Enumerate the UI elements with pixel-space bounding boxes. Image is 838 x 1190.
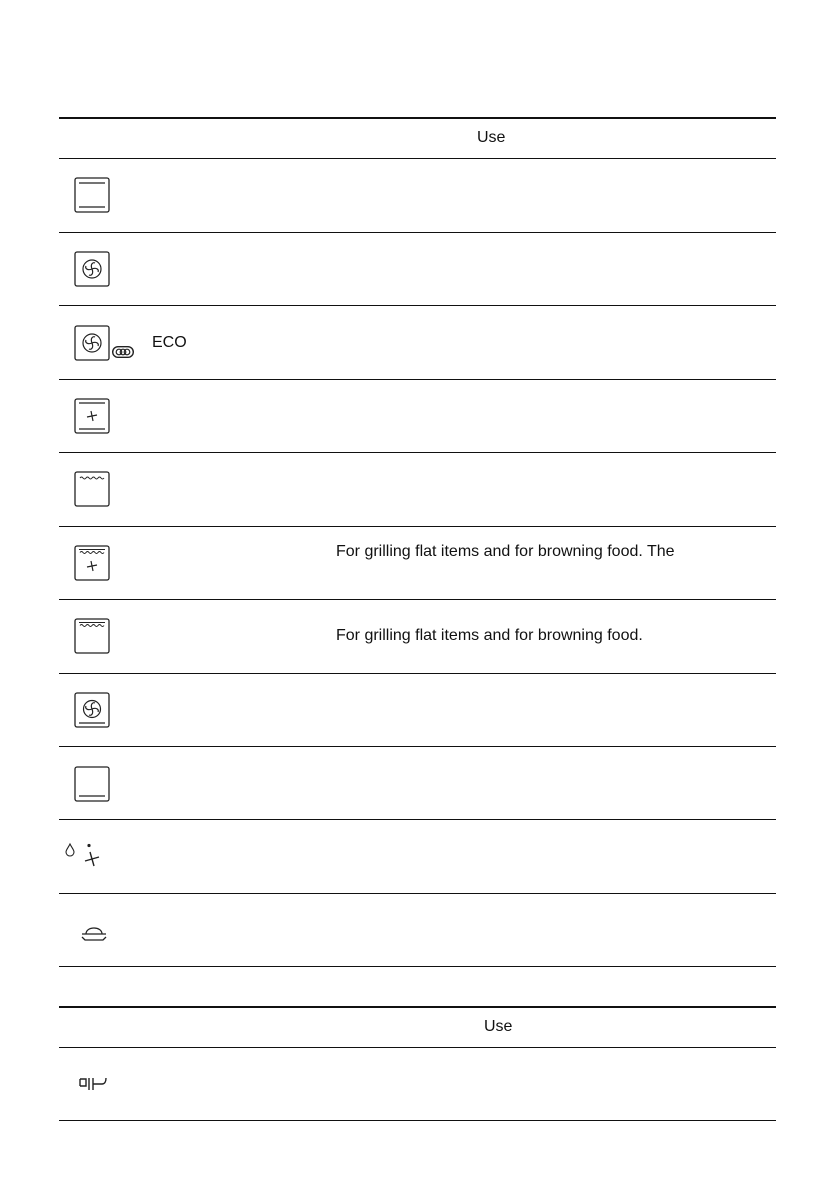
top-bottom-heating-icon	[74, 177, 110, 213]
row-description: For grilling flat items and for browning food. The	[336, 543, 675, 560]
steam-hot-air-icon	[62, 839, 108, 875]
table1-header-use: Use	[477, 129, 506, 146]
circulated-air-grill-icon	[74, 545, 110, 581]
eco-label: ECO	[152, 334, 187, 351]
rapid-heating-icon	[74, 1066, 110, 1102]
full-width-grill-icon	[74, 618, 110, 654]
table1-bottom-rule	[59, 966, 776, 967]
row-divider	[59, 893, 776, 894]
table1-header-rule	[59, 158, 776, 159]
row-divider	[59, 232, 776, 233]
row-divider	[59, 673, 776, 674]
hot-air-eco-icon	[74, 325, 110, 361]
row-divider	[59, 305, 776, 306]
row-description: For grilling flat items and for browning food.	[336, 627, 643, 644]
row-divider	[59, 599, 776, 600]
row-divider	[59, 526, 776, 527]
keep-warm-icon	[76, 914, 112, 950]
eco-badge-icon	[112, 346, 134, 358]
table2-header-use: Use	[484, 1018, 513, 1035]
row-divider	[59, 452, 776, 453]
pizza-setting-icon	[74, 692, 110, 728]
table2-header-rule	[59, 1047, 776, 1048]
grill-icon	[74, 471, 110, 507]
bottom-heating-icon	[74, 766, 110, 802]
row-divider	[59, 746, 776, 747]
table2-top-rule	[59, 1006, 776, 1008]
row-divider	[59, 379, 776, 380]
hot-air-icon	[74, 251, 110, 287]
table1-top-rule	[59, 117, 776, 119]
row-divider	[59, 819, 776, 820]
table2-bottom-rule	[59, 1120, 776, 1121]
circotherm-heating-icon	[74, 398, 110, 434]
